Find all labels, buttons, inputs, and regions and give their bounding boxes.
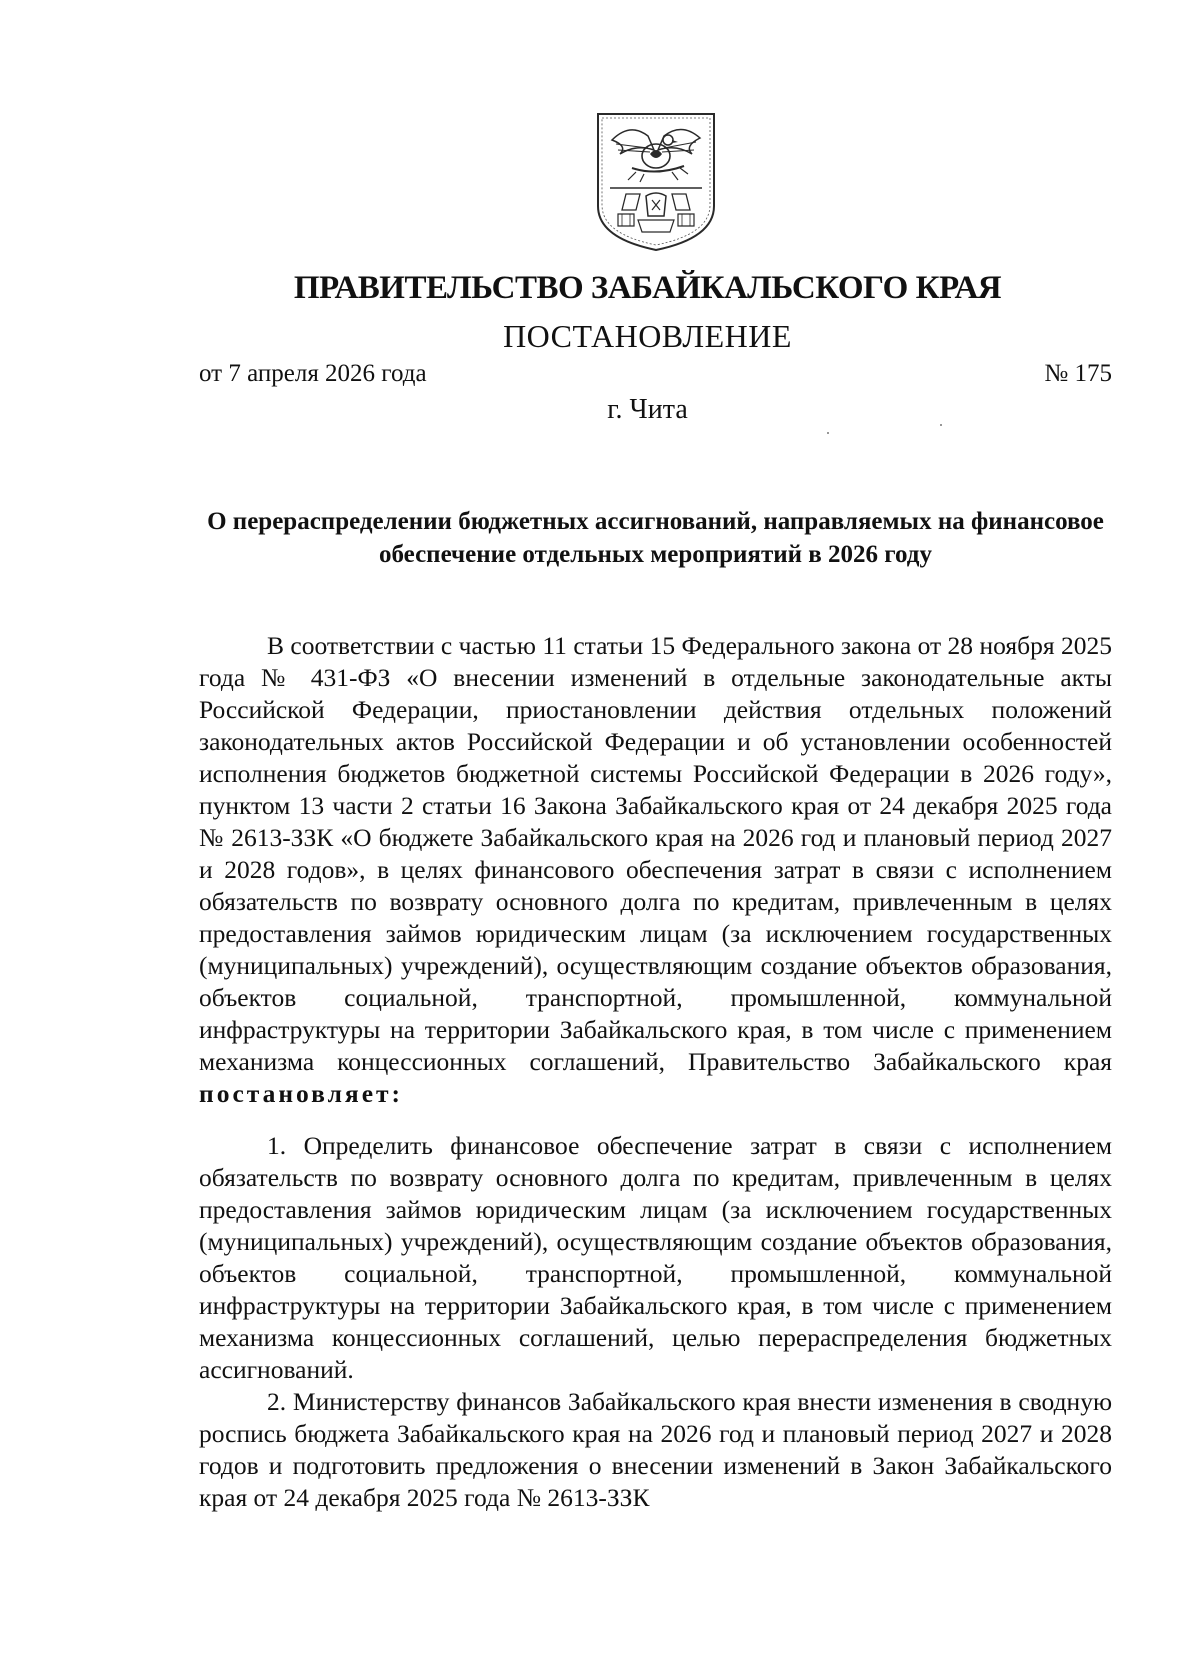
item-2-paragraph: 2. Министерству финансов Забайкальского края внести изменения в сводную роспись бюджета Забайкальского края на 2026 год и плановый период 2027 и 2028 годов и подготовить предложения о внесении изменений в Закон Забайкальского края от 24 декабря 2025 года № 2613-ЗЗК: [199, 1387, 1112, 1512]
document-type: ПОСТАНОВЛЕНИЕ: [503, 318, 792, 354]
document-title: О перераспределении бюджетных ассигнований, направляемых на финансовое обеспечение отдельных мероприятий в 2026 году: [207, 508, 1104, 568]
document-date: от 7 апреля 2026 года: [199, 360, 427, 387]
preamble-paragraph: [199, 630, 1112, 1110]
document-body: [199, 630, 1112, 1514]
coat-of-arms-icon: [592, 110, 720, 254]
resolves-word: постановляет:: [199, 1079, 404, 1108]
preamble-text: В соответствии с частью 11 статьи 15 Федерального закона от 28 ноября 2025 года № 431-ФЗ «О внесении изменений в отдельные законодательные акты Российской Федерации, приостановлении действия отдельных положений законодательных актов Российской Федерации и об установлении особенностей исполнения бюджетов бюджетной системы Российской Федерации в 2026 году», пунктом 13 части 2 статьи 16 Закона Забайкальского края от 24 декабря 2025 года № 2613-ЗЗК «О бюджете Забайкальского края на 2026 год и плановый период 2027 и 2028 годов», в целях финансового обеспечения затрат в связи с исполнением обязательств по возврату основного долга по кредитам, привлеченным в целях предоставления займов юридическим лицам (за исключением государственных (муниципальных) учреждений), осуществляющим создание объектов образования, объектов социальной, транспортной, промышленной, коммунальной инфраструктуры на территории Забайкальского края, в том числе с применением механизма концессионных соглашений, Правительство Забайкальского края: [199, 631, 1112, 1076]
document-city: г. Чита: [607, 394, 688, 425]
scan-speck: [940, 424, 942, 426]
government-name: ПРАВИТЕЛЬСТВО ЗАБАЙКАЛЬСКОГО КРАЯ: [293, 270, 1002, 306]
document-number: № 175: [1044, 360, 1112, 387]
scan-speck: [827, 432, 829, 434]
item-1-paragraph: 1. Определить финансовое обеспечение затрат в связи с исполнением обязательств по возврату основного долга по кредитам, привлеченным в целях предоставления займов юридическим лицам (за исключением государственных (муниципальных) учреждений), осуществляющим создание объектов образования, объектов социальной, транспортной, промышленной, коммунальной инфраструктуры на территории Забайкальского края, в том числе с применением механизма концессионных соглашений, целью перераспределения бюджетных ассигнований.: [199, 1131, 1112, 1384]
